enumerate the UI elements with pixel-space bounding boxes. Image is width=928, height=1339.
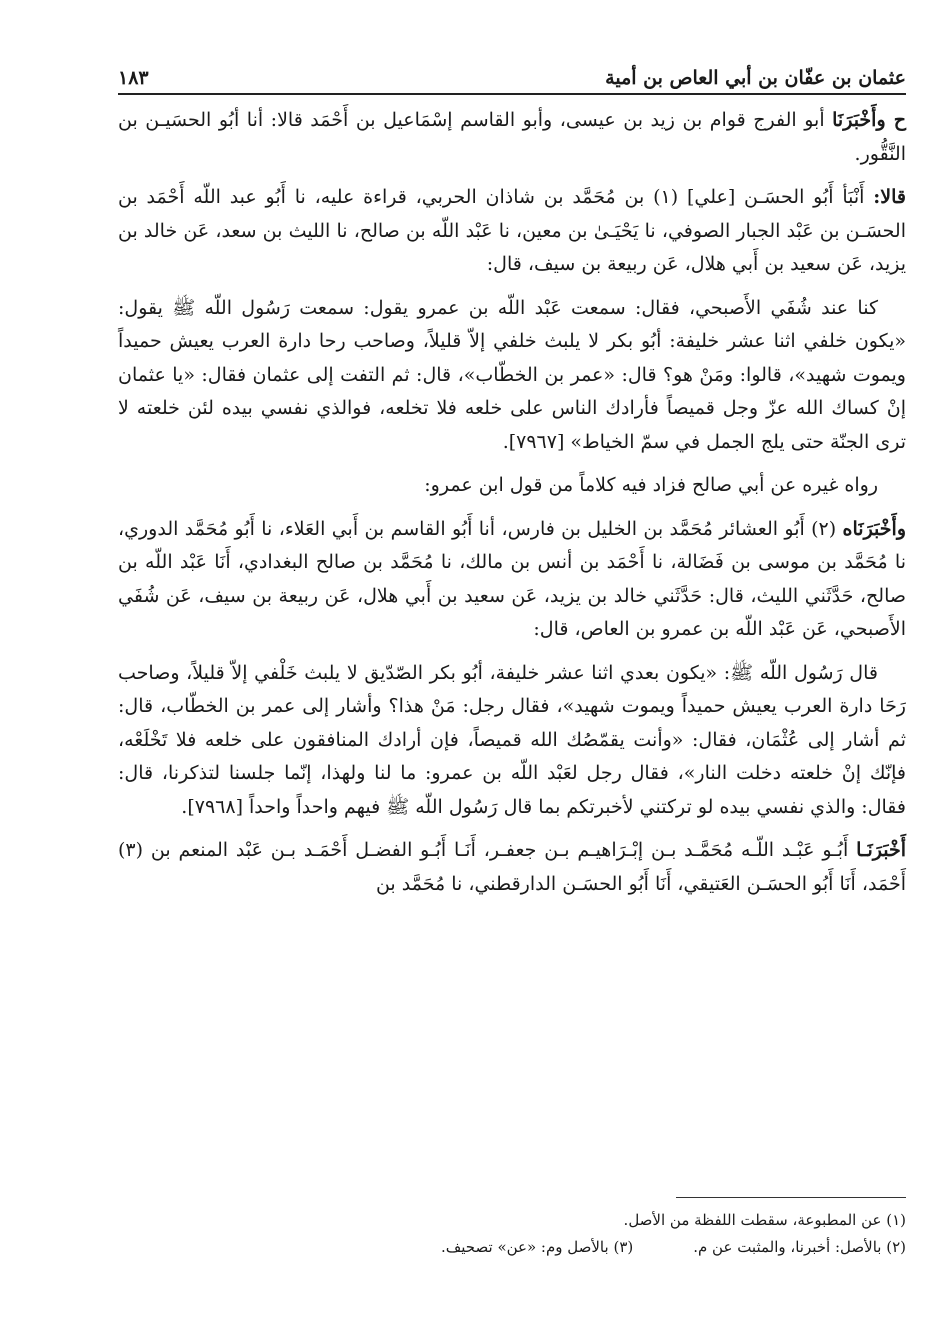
paragraph-text: قال رَسُول اللّه ﷺ: «يكون بعدي اثنا عشر خليفة، أبُو بكر الصّدّيق لا يلبث خَلْفي إلاّ قليلاً، وصاحب رَحَا دارة العرب يعيش حميداً ويموت شهيد»، فقال رجل: مَنْ هذا؟ وأشار إلى عمر بن الخطّاب، قال: ثم أشار إلى عُثْمَان، فقال: «وأنت يقمّصُك الله قميصاً، فإن أرادك المنافقون على خلعه فلا تَخْلَعْه، فإنّك إنْ خلعته دخلت النار»، فقال رجل لعَبْد اللّه بن عمرو: ما لنا ولهذا، إنّما جلسنا لتذكرنا، قال: فقال: والذي نفسي بيده لو تركتني لأخبرتكم بما قال رَسُول اللّه ﷺ فيهم واحداً واحداً [٧٩٦٨].	[118, 661, 906, 818]
paragraph-lead: ح وأَخْبَرَنَا	[832, 109, 907, 131]
paragraph-text: كنا عند شُفَي الأَصبحي، فقال: سمعت عَبْد اللّه بن عمرو يقول: سمعت رَسُول اللّه ﷺ يقول: «يكون خلفي اثنا عشر خليفة: أبُو بكر لا يلبث خلفي إلاّ قليلاً، وصاحب رحا دارة العرب يعيش حميداً ويموت شهيد»، قالوا: ومَنْ هو؟ قال: «عمر بن الخطّاب»، قال: ثم التفت إلى عثمان فقال: «يا عثمان إنْ كساك الله عزّ وجل قميصاً فأرادك الناس على خلعه فلا تخلعه، فوالذي نفسي بيده لئن خلعته لا ترى الجنّة حتى يلج الجمل في سمّ الخياط» [٧٩٦٧].	[118, 296, 906, 453]
paragraph-text: أبو الفرج قوام بن زيد بن عيسى، وأبو القاسم إسْمَاعيل بن أَحْمَد قالا: أنا أبُو الحسَيـن بن النَّقُّور.	[118, 109, 906, 165]
page-header	[118, 55, 906, 89]
footnote-2: (٢) بالأصل: أخبرنا، والمثبت عن م.	[693, 1238, 906, 1256]
header-rule	[118, 93, 906, 95]
paragraph-1	[118, 104, 906, 171]
paragraph-5	[118, 513, 906, 647]
paragraph-text: (٢) أَبُو العشائر مُحَمَّد بن الخليل بن فارس، أنا أَبُو القاسم بن أَبي العَلاء، نا أَبُو مُحَمَّد الدوري، نا مُحَمَّد بن موسى بن فَضَالة، نا أَحْمَد بن أنس بن مالك، نا مُحَمَّد بن صالح البغدادي، أَنَا عَبْد اللّه بن صالح، حَدَّثَني الليث، قال: حَدَّثَني خالد بن يزيد، عَن سعيد بن أَبي هلال، عَن ربيعة بن سيف، عَن شُفَي الأَصبحي، عَن عَبْد اللّه بن عمرو بن العاص، قال:	[118, 517, 906, 640]
paragraph-3	[118, 292, 906, 460]
footnote-row	[118, 1234, 906, 1261]
paragraph-lead: أَخْبَرَنَـا	[856, 839, 906, 861]
paragraph-7	[118, 834, 906, 901]
paragraph-lead: وأَخْبَرَنَاه	[842, 517, 906, 540]
footnote-rule	[676, 1197, 906, 1198]
paragraph-text: أَبُـو عَبْـد اللّـه مُحَمَّـد بـن إبْـرَاهيـم بـن جعفـر، أَنَـا أَبُـو الفضـل أَحْمَـد بـن عَبْد المنعم بن (٣) أَحْمَد، أَنَا أَبُو الحسَـن العَتيقي، أَنَا أَبُو الحسَـن الدارقطني، نا مُحَمَّد بن	[118, 839, 906, 895]
paragraph-6	[118, 657, 906, 825]
paragraph-lead: قالا:	[873, 186, 907, 208]
paragraph-2	[118, 181, 906, 282]
paragraph-4	[118, 469, 906, 503]
paragraph-text: رواه غيره عن أبي صالح فزاد فيه كلاماً من قول ابن عمرو:	[424, 474, 878, 496]
page-number: ١٨٣	[118, 67, 149, 89]
paragraph-text: أَنْبَأ أَبُو الحسَـن [علي] (١) بن مُحَمَّد بن شاذان الحربي، قراءة عليه، نا أَبُو عبد اللّه أَحْمَد بن الحسَـن بن عَبْد الجبار الصوفي، نا يَحْيَـىٰ بن معين، نا عَبْد اللّه بن صالح، نا الليث بن سعد، عَن خالد بن يزيد، عَن سعيد بن أَبي هلال، عَن ربيعة بن سيف، قال:	[118, 186, 906, 275]
footnotes	[118, 1207, 906, 1261]
running-title: عثمان بن عفّان بن أبي العاص بن أمية	[605, 67, 906, 89]
page-body	[118, 104, 906, 911]
footnote-3: (٣) بالأصل وم: «عن» تصحيف.	[440, 1238, 634, 1256]
footnote-1: (١) عن المطبوعة، سقطت اللفظة من الأصل.	[623, 1211, 906, 1229]
